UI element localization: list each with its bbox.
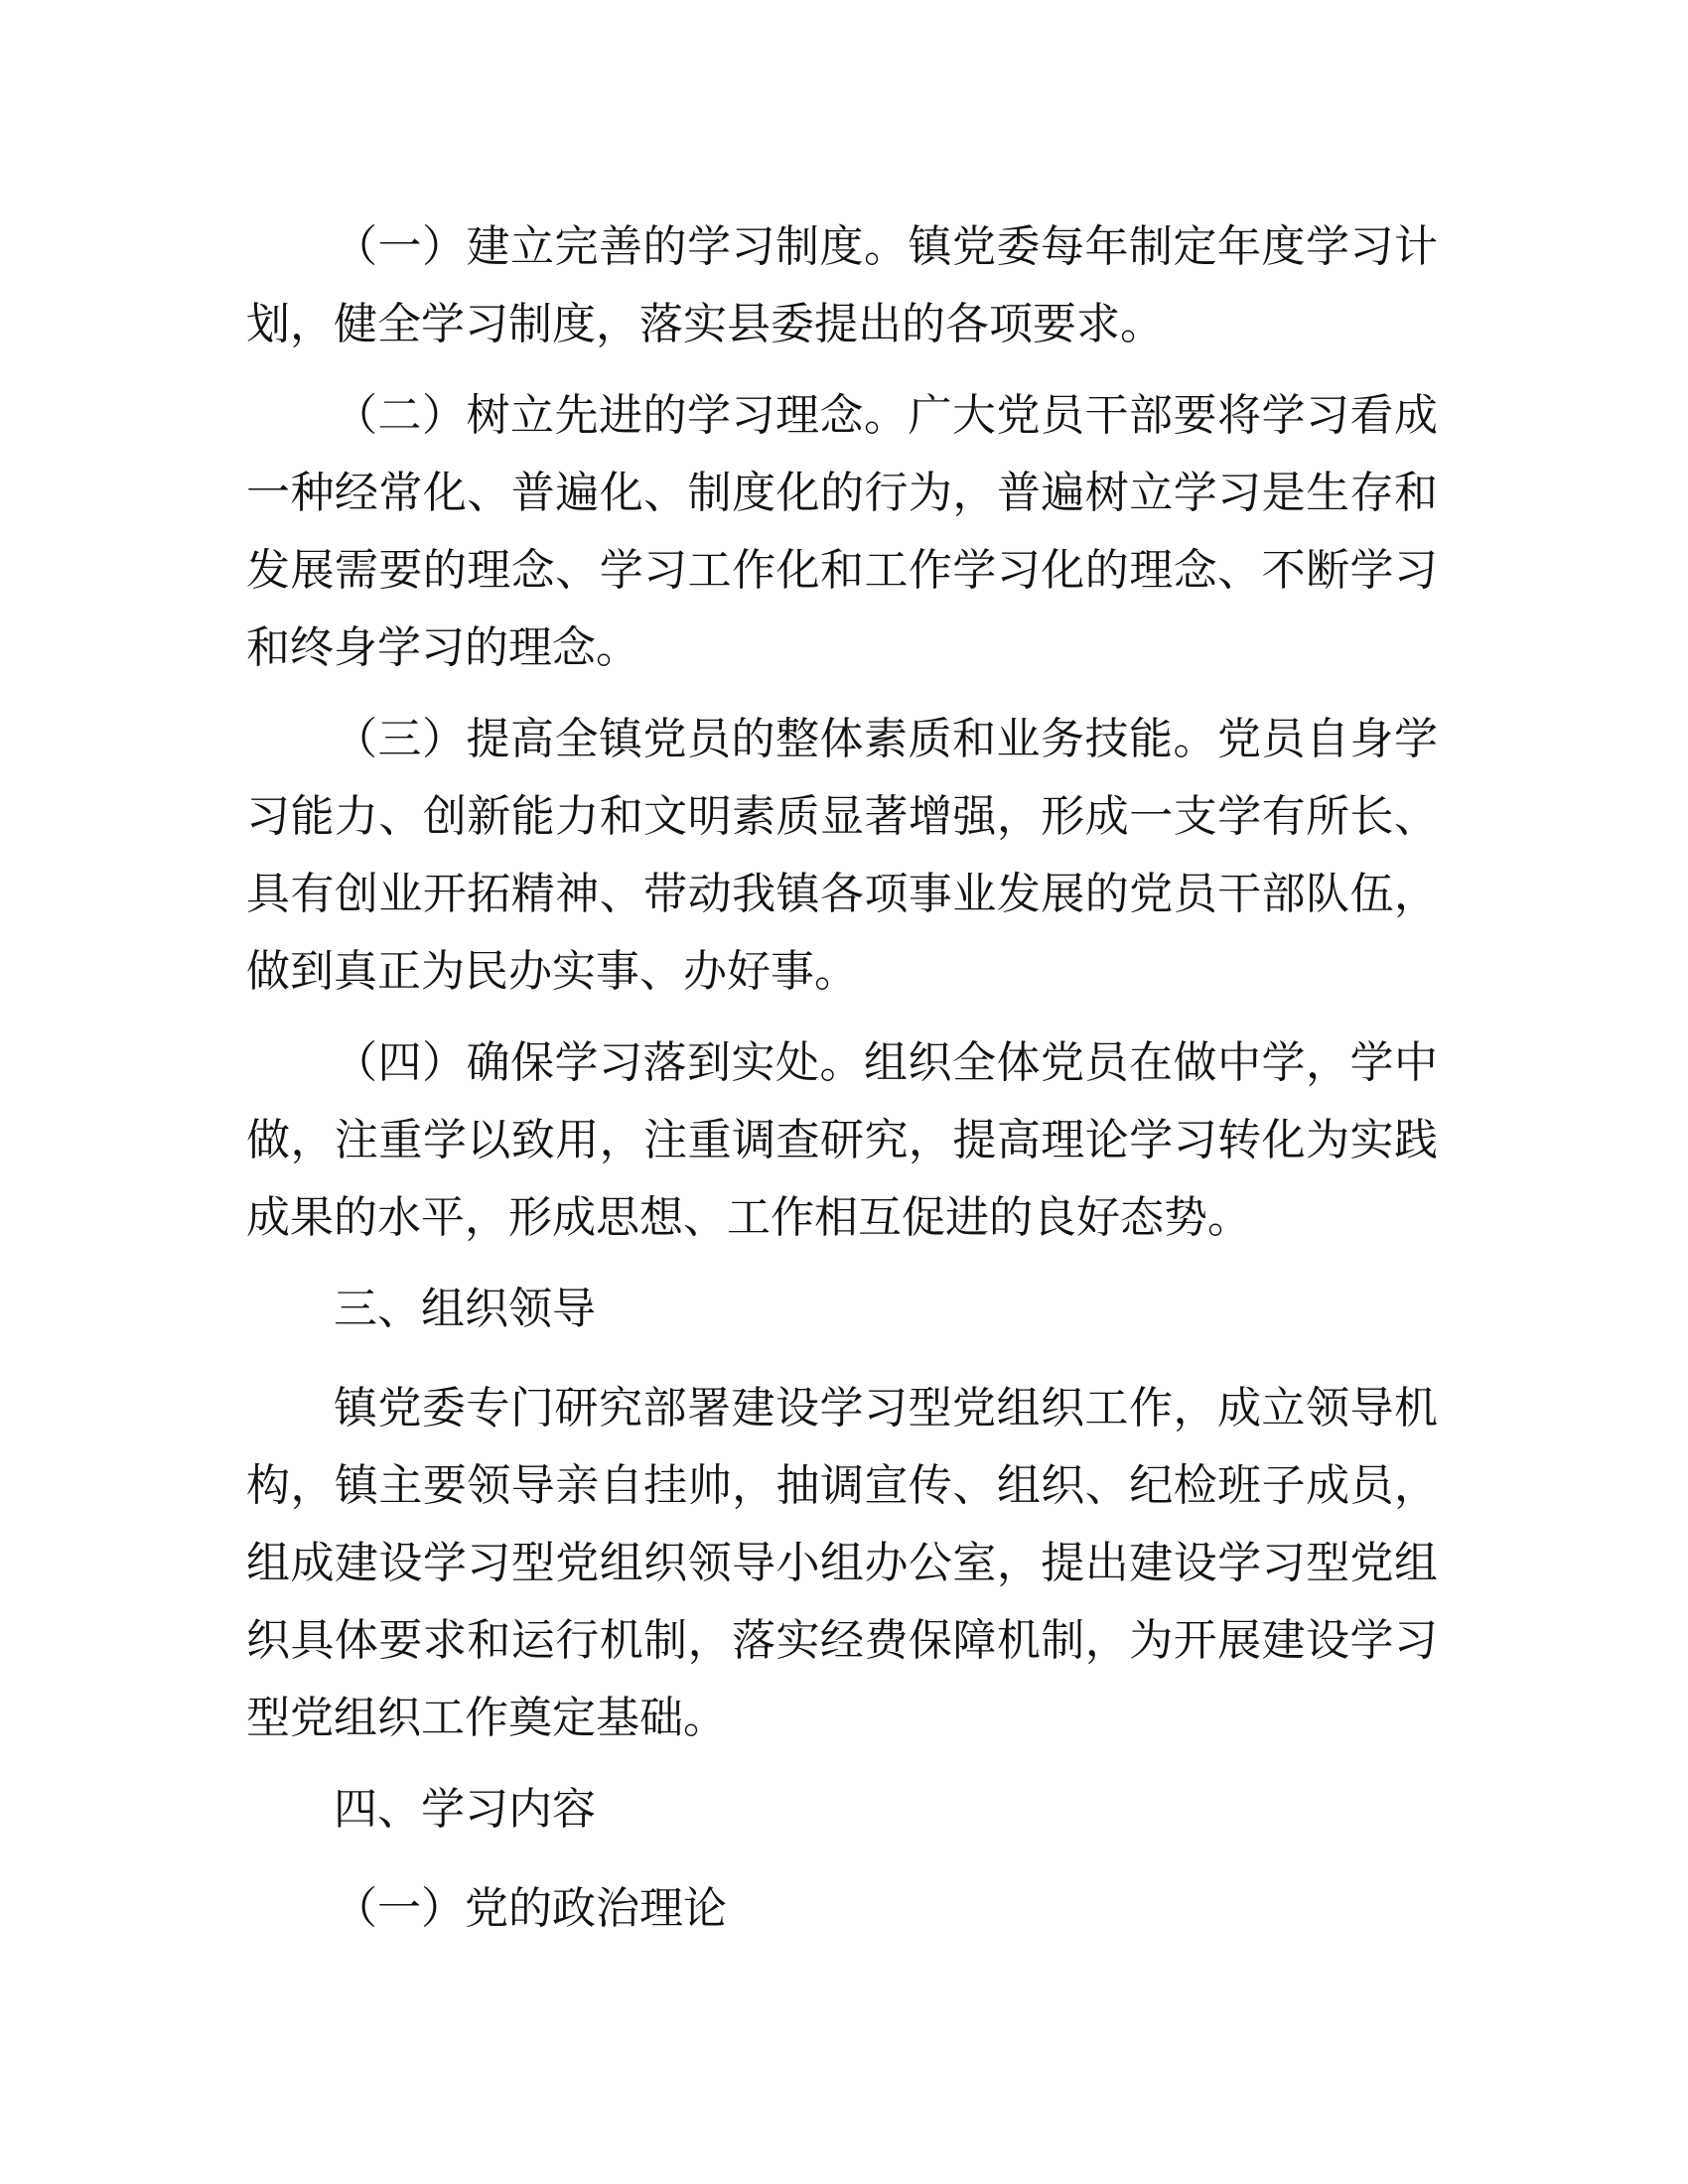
document-body xyxy=(246,208,1438,1948)
paragraph-practical-study: （四）确保学习落到实处。组织全体党员在做中学，学中做，注重学以致用，注重调查研究，提高理论学习转化为实践成果的水平，形成思想、工作相互促进的良好态势。 xyxy=(246,1037,1438,1243)
subheading-political-theory: （一）党的政治理论 xyxy=(334,1883,727,1934)
paragraph-study-concept: （二）树立先进的学习理念。广大党员干部要将学习看成一种经常化、普遍化、制度化的行为，普遍树立学习是生存和发展需要的理念、学习工作化和工作学习化的理念、不断学习和终身学习的理念。 xyxy=(246,390,1438,673)
paragraph-study-system: （一）建立完善的学习制度。镇党委每年制定年度学习计划，健全学习制度，落实县委提出的各项要求。 xyxy=(246,221,1438,349)
section-heading-organization: 三、组织领导 xyxy=(334,1284,596,1334)
section-heading-study-content: 四、学习内容 xyxy=(334,1784,596,1835)
paragraph-organization: 镇党委专门研究部署建设学习型党组织工作，成立领导机构，镇主要领导亲自挂帅，抽调宣传、组织、纪检班子成员，组成建设学习型党组织领导小组办公室，提出建设学习型党组织具体要求和运行机制，落实经费保障机制，为开展建设学习型党组织工作奠定基础。 xyxy=(246,1383,1438,1743)
paragraph-member-quality: （三）提高全镇党员的整体素质和业务技能。党员自身学习能力、创新能力和文明素质显著增强，形成一支学有所长、具有创业开拓精神、带动我镇各项事业发展的党员干部队伍，做到真正为民办实事、办好事。 xyxy=(246,714,1438,997)
